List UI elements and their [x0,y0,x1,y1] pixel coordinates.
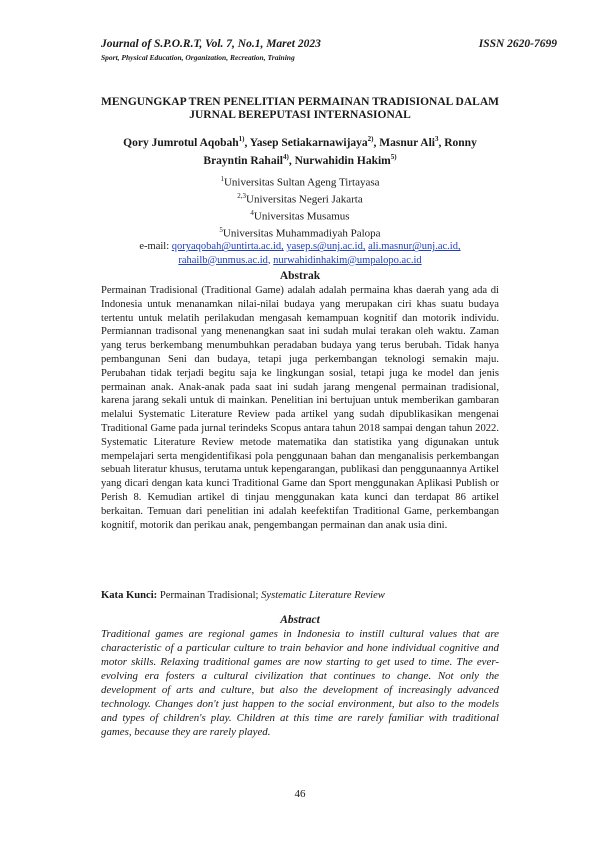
affiliation-sup: 4 [250,208,254,217]
journal-title: Journal of S.P.O.R.T, Vol. 7, No.1, Maret 2023 [101,38,321,50]
abstract-paragraph: Traditional games are regional games in Indonesia to instill cultural values that are characteristic of a particular culture to train behavior and hone individual cognitive and motor skills. Relaxing traditional games are now starting to get used to time. The ever-evolving era fosters a cultural civilization that continues to change. Not only the development of arts and culture, but also the development of increasingly advanced technology. Changes don't just happen to the social environment, but also to the models and types of children's play. Children at this time are rarely familiar with traditional games, because they are rarely played. [101,628,499,738]
affiliation-name: Universitas Muhammadiyah Palopa [222,227,381,240]
author-3-sup: 3 [434,135,439,143]
title-line-2: JURNAL BEREPUTASI INTERNASIONAL [189,109,411,121]
page-number: 46 [294,788,306,800]
affiliation-name: Universitas Sultan Ageng Tirtayasa [223,176,380,189]
abstract-body [101,627,499,739]
abstrak-heading: Abstrak [279,270,321,282]
author-1-sup: 1) [238,135,245,143]
author-1: Qory Jumrotul Aqobah [123,136,239,149]
author-5: Nurwahidin Hakim [294,155,391,168]
email-line [100,240,500,253]
affiliation-item [100,173,500,190]
affiliation-item [100,190,500,207]
abstrak-paragraph: Permainan Tradisional (Traditional Game) adalah adalah permaina khas daerah yang ada di Indonesia untuk menanamkan nilai-nilai budaya yang merupakan ciri khas suatu budaya tertentu untuk melatih perilakudan mengasah kemampuan kognitif dan motorik individu. Permiannan tradisonal yang menenangkan saat ini sudah mulai terakan oleh waktu. Zaman yang terus berkembang menumbuhkan peradaban budaya yang terus berubah. Tidak hanya pembangunan Seni dan budaya, tetapi juga perkembangan teknologi semakin maju. Perubahan tidak terjadi begitu saja ke lingkungan sosial, tetapi juga ke model dan jenis permainan anak. Anak-anak pada saat ini sudah jarang mengenal permainan tradisional, karena jarang sekali untuk di mainkan. Penelitian ini bertujuan untuk memberikan gambaran melalui Systematic Literature Review pada artikel yang sudah dipublikasikan mengenai Traditional Game pada jurnal terindeks Scopus antara tahun 2018 sampai dengan tahun 2022. Systematic Literature Review metode matematika dan statistika yang digunakan untuk mempelajari serta mengidentifikasi pola penggunaan bahan dan menganalisis perkembangan sebuah literatur khusus, terutama untuk kepengarangan, publikasi dan penggunaannya Artikel yang dicari dengan kata kunci Traditional Game dan Sport menggunakan Aplikasi Publish or Perish 8. Kemudian artikel di tinjau menggunakan kata kunci dan terdapat 86 artikel berkaitan. Temuan dari penelitian ini adalah keefektifan Traditional Game, perkembangan kognitif, motorik dan perikau anak, pengembangan permainan dan anak usia dini. [101,285,499,531]
journal-subline: Sport, Physical Education, Organization, Recreation, Training [101,53,295,62]
email-link[interactable]: qoryaqobah@untirta.ac.id, [171,241,284,253]
affiliation-name: Universitas Musamus [253,210,350,223]
keywords-plain: Permainan Tradisional; [159,590,259,601]
affiliation-item [100,207,500,224]
email-link[interactable]: nurwahidinhakim@umpalopo.ac.id [273,254,422,266]
affiliation-sup: 1 [220,175,224,183]
affiliation-sup: 5 [219,225,223,234]
email-link[interactable]: yasep.s@unj.ac.id, [286,241,366,253]
email-line [100,254,500,267]
abstrak-body [101,284,499,532]
affiliation-sup: 2,3 [237,191,247,200]
email-label: e-mail: [139,241,172,253]
author-list: Qory Jumrotul Aqobah$^{1)}$, Yasep Setiakarnawijaya$^{2)}$, Masnur Ali$^3$, Ronny Brayntin Rahail$^{4)}$, Nurwahidin Hakim$^{5)}$ [123,135,477,168]
email-link[interactable]: ali.masnur@unj.ac.id, [368,241,461,253]
author-4: Ronny Brayntin Rahail [203,136,477,168]
affiliations [100,173,500,267]
issn: ISSN 2620-7699 [478,38,557,50]
keywords [101,590,501,601]
author-5-sup: 5) [390,153,397,162]
running-header [101,38,557,62]
abstract-heading: Abstract [280,614,320,626]
keywords-label: Kata Kunci: [101,590,158,601]
paper-title [100,96,500,122]
author-3: Masnur Ali [379,136,435,149]
affiliation-item [100,224,500,241]
title-line-1: MENGUNGKAP TREN PENELITIAN PERMAINAN TRADISIONAL DALAM [101,96,499,108]
email-link[interactable]: rahailb@unmus.ac.id, [178,254,271,266]
author-2: Yasep Setiakarnawijaya [249,136,368,149]
affiliation-name: Universitas Negeri Jakarta [246,193,363,206]
author-2-sup: 2) [367,135,374,143]
keywords-italic: Systematic Literature Review [261,590,385,601]
author-4-sup: 4) [282,153,289,162]
